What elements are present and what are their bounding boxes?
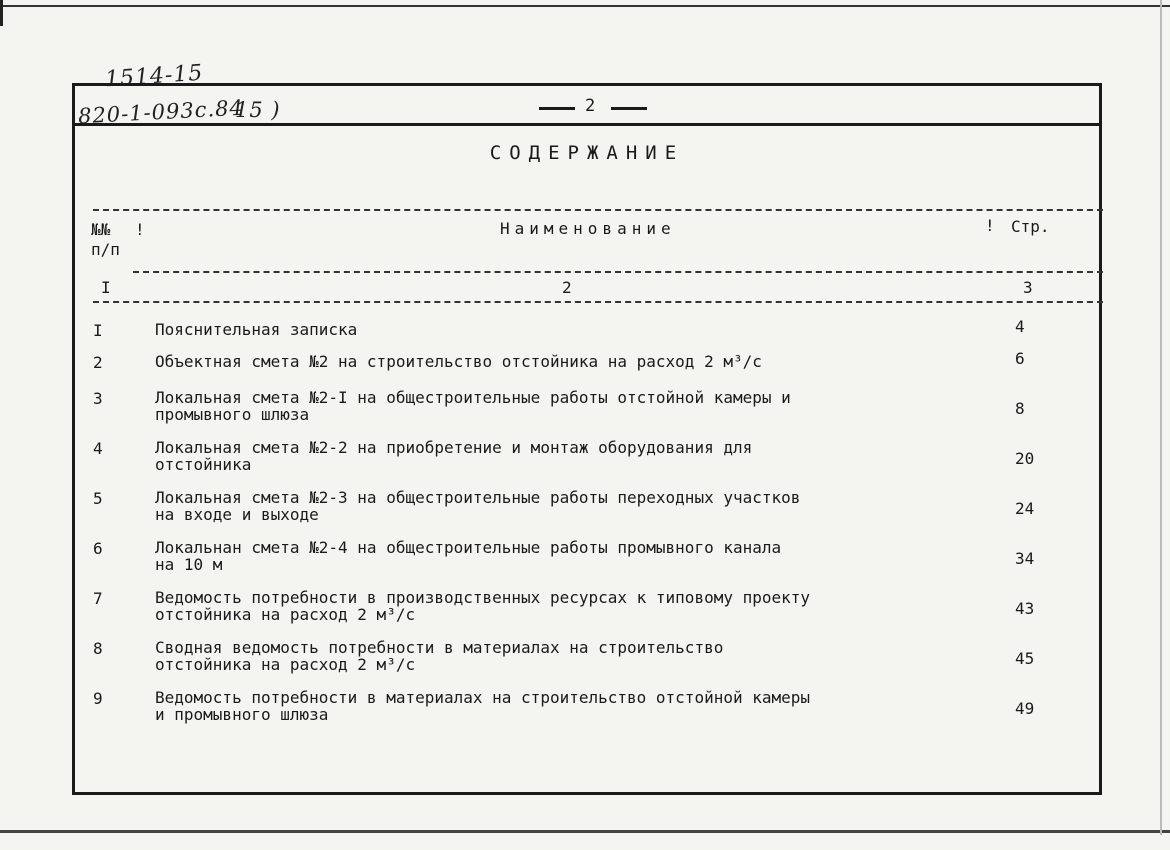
row-number: 8 [93,639,103,658]
scan-edge-right [1160,0,1162,835]
row-page: 43 [1015,599,1035,618]
scan-edge-left [0,0,3,26]
header-name-column: Наименование [500,219,676,238]
row-title: Сводная ведомость потребности в материалах на строительство отстойника на расход 2 м³/с [155,638,724,674]
column-number-2: 2 [562,278,572,297]
row-page: 45 [1015,649,1035,668]
handwritten-sheet-reference: 15 ) [235,98,281,122]
header-separator: ! [135,220,145,239]
row-page: 20 [1015,449,1035,468]
row-title: Локальная смета №2-I на общестроительные работы отстойной камеры и промывного шлюза [155,388,791,424]
row-page: 24 [1015,499,1035,518]
row-page: 34 [1015,549,1035,568]
row-title: Пояснительная записка [155,320,358,339]
scan-edge-top [0,5,1170,7]
row-title: Ведомость потребности в производственных ресурсах к типовому проекту отстойника на расход 2 м³/с [155,588,811,624]
row-number: I [93,321,103,340]
handwritten-archive-number: 1514-15 [104,60,205,93]
scan-edge-bottom [0,830,1170,833]
row-page: 6 [1015,349,1025,368]
page-number: 2 [585,96,596,116]
header-strip [75,86,1099,126]
page-frame [72,83,1102,795]
row-number: 6 [93,539,103,558]
row-number: 7 [93,589,103,608]
header-number-column: №№ п/п [91,220,120,259]
row-number: 3 [93,389,103,408]
row-number: 4 [93,439,103,458]
row-number: 9 [93,689,103,708]
handwritten-document-code: 820-1-093с.84 [77,95,245,129]
row-title: Локальная смета №2-3 на общестроительные работы переходных участков на входе и выходе [155,488,801,524]
row-number: 5 [93,489,103,508]
row-title: Объектная смета №2 на строительство отстойника на расход 2 м³/с [155,352,762,371]
column-number-1: I [101,278,111,297]
header-separator: ! [985,216,995,235]
header-bottom-rule [133,271,1103,273]
row-page: 49 [1015,699,1035,718]
row-page: 4 [1015,317,1025,336]
page-title: СОДЕРЖАНИЕ [489,142,685,164]
row-title: Локальная смета №2-2 на приобретение и монтаж оборудования для отстойника [155,438,753,474]
row-number: 2 [93,353,103,372]
column-number-3: 3 [1023,278,1033,297]
row-title: Ведомость потребности в материалах на строительство отстойной камеры и промывного шлюза [155,688,811,724]
row-title: Локальнан смета №2-4 на общестроительные работы промывного канала на 10 м [155,538,782,574]
table-top-rule [93,209,1103,211]
column-numbers-rule [93,301,1103,303]
row-page: 8 [1015,399,1025,418]
header-page-column: Стр. [1011,217,1050,236]
